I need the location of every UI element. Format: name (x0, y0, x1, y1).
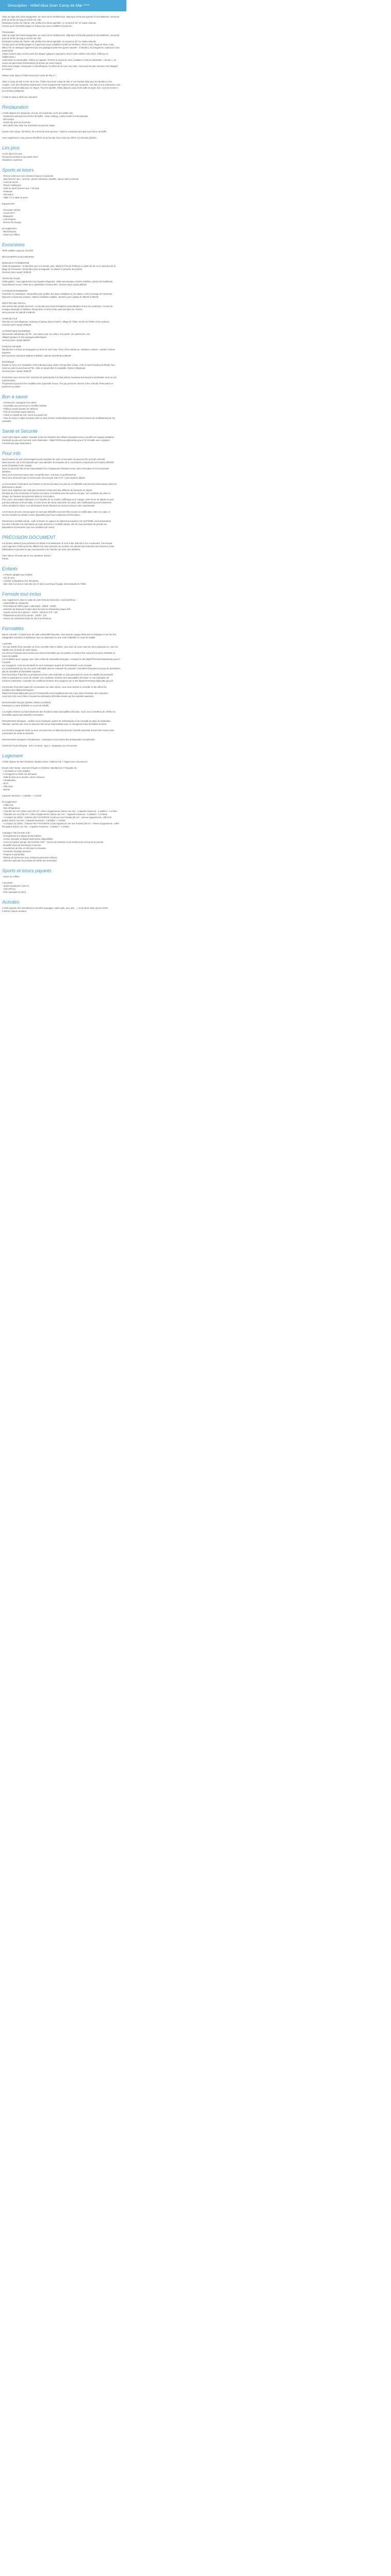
text-line: Les mineurs voyageant seuls ou avec une personne ne disposant pas de l'autorité parentale doivent être munis d'une (2, 729, 115, 732)
text-line: TOUR DE L'ÎLE (2, 317, 18, 320)
text-line: Connue pour ses belles plages et criques aux eaux cristallines (Cales de Mallorca, Porto Cristo, Playa de Muro, Cala (2, 43, 114, 46)
text-line: - Table TV et table de pose (2, 196, 28, 199)
text-line: - Peignoir et pantoufles. (2, 853, 25, 856)
text-line: Conseils par pays destination). (2, 442, 32, 445)
text-line: Votre séjour est avant par le tour opérateur suivant : (2, 554, 52, 557)
text-line: gratuit, balcon vue mer ; Capacité maximum : 2 adultes + 1 enfant. (2, 819, 66, 822)
text-line: musique classique à l'intérieur. Temps libre à Porto Cristo, petit port plein de charme. (2, 308, 83, 311)
section-heading: Activités (2, 900, 20, 905)
text-line: L'hôtel se situe à 30 km de l'aéroport. (2, 96, 38, 98)
text-line: Equipements (2, 202, 15, 205)
text-line: - Climatisation. (2, 779, 17, 782)
text-line: Journée (sans repas) 103EUR (2, 271, 31, 274)
text-line: Journée (sans repas) 105EUR (2, 324, 31, 326)
section-sportspayants (2, 868, 128, 894)
text-line: Randonnée à cheval accompagnée au bord du ranch (Sur Veré). Dîner barbecue, ambiance western, cavalier et show (2, 348, 115, 351)
text-line: RANCHO GRANDE (2, 345, 22, 348)
text-line: Avec supplément, dans le cadre de votre formule tout inclus, vous bénéficiez : (2, 599, 77, 601)
text-line: - Salon de coiffure. (2, 875, 21, 878)
text-line: Les modalités pour voyager avec votre enfant de nationalité étrangère, consulter le site https//XXXXwww.diplomatie.gouv.fr/ Conseils (2, 658, 120, 664)
section-restauration (2, 104, 128, 140)
text-line: Dans tous les cas, il est impératif que vous attendiez la réception de la convocation comprenant les horaires définitifs (2, 461, 114, 464)
section-info (2, 450, 128, 529)
text-line: Tous horaires de vols communiqués avant réception de votre convocation ne peuvent être qu'à titre indicatif. (2, 458, 106, 461)
text-line: Aussi visite incontournable, Palma, la capitale ! Promez le temps de vous y balader et visit sa cathédrale « Sa Seu » un (2, 59, 117, 61)
text-line: Demi-journée (cheval de 95EUR à 96EUR, calèche de 87EUR à 90EUR (2, 354, 71, 357)
text-line: - Assortiment de thés et café dans la chambre. (2, 847, 47, 850)
text-line: - Accessible aux personnes à mobilité réduites. (2, 404, 47, 407)
text-line: Pour votre convocation l'aéroport ou la manière de s'y rendre, l'affichage ou le voyage, votre heure de départ ne peut (2, 498, 114, 501)
section-heading: Santé et Sécurité (2, 429, 38, 434)
text-line: Parcours en train Majorque, tramway et bateau (selon météo). Village de Sóller, terreté de Palmir et fut Cardona. (2, 320, 110, 323)
text-line: Destination prisée de charme, elle profite d'un climat agréable, en moyenne 25° en saison estivale. (2, 22, 97, 24)
section-plus (2, 145, 128, 162)
section-heading: PRÉCISION DOCUMENT (2, 535, 56, 540)
text-line: Accès direct à la mer (2, 152, 23, 155)
text-line: L'hôtel dispose d'1 restaurant, d'1 bar, d'1 snack-bar, et d'1 bar adults only : (2, 112, 74, 114)
section-heading: Bon à savoir (2, 394, 28, 399)
text-line: - Sélection spéciale de produits de toilette (sur demande). (2, 859, 58, 862)
text-line: fort gratuit, balcon vue mer ; Capacité maximum : 2 adultes + 1 enfant. (2, 825, 70, 828)
text-line: - Lit d'appoint ou bébé sur demande. (2, 773, 38, 775)
text-line: formalités auprès des autorités consulaires. (2, 714, 44, 716)
text-line: paiement sur place. (2, 385, 21, 388)
section-heading: Sports et loisirs (2, 167, 34, 173)
text-line: Passeport ou carte d'identité en cours de validité. (2, 704, 50, 707)
section-sports (2, 167, 128, 236)
text-line: Les horaires de vols communiqués ne sont pas définitifs et peuvent être soumis à modification. Dans ce cadre, le (2, 511, 110, 513)
text-line: plage de Formentor. Temps libre pour la baignade, se relaxer et prendre des photos. (2, 268, 83, 270)
text-line: Personnel souriant et aux petits soins (2, 156, 38, 158)
text-line: Visite guidée : vous apprécierez aux façades élégantes, visite panoramique, arrivée à Bellver, piscine fort traditional, (2, 280, 113, 283)
section-formalites (2, 625, 128, 748)
text-line: Nous vous informons que la convocation est envoyée entre 3 et 7 jours avant le départ. (2, 477, 86, 479)
text-line: - Chambre sur mer (selon vue) (35 m²) : même équipements, balcon vue mer ; Capacité maximum : 2 adultes + 1 enfant. (2, 810, 118, 812)
text-line: près de 80 km de long et 110 km de côté. (2, 19, 42, 21)
text-line: Nous vous rappelons que l'aéroport d'arrivée à Paris peut être différent de l'aéroport de départ. (2, 489, 93, 492)
text-line: - Restaurant principal sous forme de buffet : show cooking, cuisine locale et internationale. (2, 115, 89, 117)
text-line: Nous ne pourrons être tenus responsables d'un changement d'horaires entre votre réservation et la convocation (2, 467, 109, 470)
text-line: - Conciergerie. (2, 218, 17, 221)
text-line: - Salon de coiffure. (2, 233, 21, 236)
text-line: couples. Avec des chambres spacieuses et des équipements modernes tels que la piscine, son spa ou son restaurant, vous (2, 83, 121, 86)
text-line: La convocation à l'aéroport, les horaires en heures locales et le plan du vol définitifs vous seront communiqués dans les (2, 483, 117, 485)
text-line: - Arrivée anticipée et départ tardif (selon disponibilité). (2, 838, 54, 840)
text-line: Ressortissants étrangers et binationaux : renseignez-vous auprès des ambassades compétentes. (2, 738, 95, 741)
text-line: Journée (avec repas) 199EUR (2, 370, 31, 372)
text-line: - En cas d'arrêt d'une nouvelle ou d'une nouvelle carte à utiliser, vous avez de vous munir de votre passeport en cours de (2, 646, 118, 648)
text-line: - 1 Piscine adaptée aux enfants (2, 573, 32, 576)
text-line: Millor) l'île se distingue également par ses paysages préservés (parcs naturels : S'Albufera, Sa Dragonera, Cabrera) et son (2, 46, 120, 49)
text-line: charge, les horaires sont précisés dans la convocation. (2, 495, 55, 498)
text-line: https//XXXXwww.diplomatie.gouv.fr (il rassemble et est régulièrement mis à jour selon l'évolution de la situation : (2, 692, 109, 694)
text-line: d'illustration et peuvent ne pas correspondre à la chambre qui vous sera attribuée. (2, 548, 81, 551)
text-line: A proximité : (2, 882, 14, 884)
text-line: Bonne nouvelle : Compte tenu de notre nationalité française, vous pouvez voyager librement en Espagne et sur les îles (2, 633, 116, 636)
section-heading: Enfants (2, 566, 18, 571)
text-line: oeuvre la plus Passé d'étonnantes (et ancien du coeur maure). (2, 62, 62, 64)
text-line: mont sur point le plus haut de l'île. Visite et temps libre à Ciutadella. Retour à Majorque. (2, 367, 86, 369)
text-line: - Petit déjeuner buffet (style continental) : 10h00 - 12h00. (2, 605, 57, 607)
text-line: AUTHENTIQUE MAJORQUE (2, 330, 30, 332)
text-line: - Mini-club 4-12 ans et club ado (13-17 ans) ouverts par l'équipe internationale de l'hôtel. (2, 583, 87, 585)
section-heading: Sports et loisirs payants (2, 868, 52, 873)
text-line: service clientèle se tiendra à votre disposition pour tout complément d'information. (2, 514, 81, 516)
text-line: - Fléchettes (2, 193, 13, 196)
text-line: - Terrain multisports (2, 184, 21, 187)
text-line: - Télévision. (2, 785, 14, 788)
section-toutinclus (2, 591, 128, 620)
text-line: COURANT ÉLECTRIQUE : 220 V et 50Hz. Type F. Adaptateur non nécessaire. (2, 744, 78, 747)
text-line: Déjeuner et boissons incluses. Salons cristallines visibles. Journée (avec repas) de 79EUR à 84EUR (2, 296, 99, 298)
text-line: MAJORQUE (2, 361, 14, 363)
text-line: Travérsée en catamaran. Temps libre pour profiter des eaux cristallines ou se relaxer. Arrêt à la plage de Formentor. (2, 293, 113, 295)
text-line: MARCHÉ ET FORMENTOR (2, 262, 29, 264)
text-line: Passer votre séjour à l'hôtel Alua Gran Camp de Mar 4* ! (2, 74, 57, 77)
text-line: dispositions nécessaires (voir nos conditions de vente). (2, 526, 55, 529)
text-line: - Wi-Fi. (2, 782, 9, 785)
text-line: Demi-journée de 45EUR à 60EUR (2, 311, 35, 314)
text-line: Durant votre séjour, bénéficiez de la formule demi-pension + dans le restaurant principal sous forme de buffet. (2, 130, 107, 133)
text-line: Pendant les vols commande et l'arrivée sur place, le transfert peut être pris en compte ; les conditions de prise en (2, 492, 111, 495)
text-line: - Bouteille d'eau de bienvenue à l'arrivée. (2, 844, 42, 846)
text-line: Durant votre séjour, vous serez logés en chambre standard (2) et l'équipée de : (2, 767, 78, 769)
text-line: - Balcon. (2, 788, 11, 791)
text-line: - A compter du 1/5/25 : chambre MY FAVOURITE CLUB Supérieure vue mer frontale (35 m²) : mêmes équipements, coffre- (2, 822, 120, 825)
text-line: - Snacks au bar de la piscine : 12h30 - 15h30 et 17h - 18h (2, 611, 58, 614)
text-line: d'en être informés à la réservation de toute personne à mobilité réduite, afin de nous permettre de prendre les (2, 523, 107, 526)
text-line: - Lit bébé à disposition (sur demande). (2, 580, 39, 582)
text-line: Pour tout séjour il faut être en possession d'une carte d'identité ou d'un passeport en cours de validité (recommandé : (2, 673, 115, 676)
text-line: - Animaux de compagnie non admis. (2, 401, 37, 404)
text-line: - A compter du 1/5/25 : chambre MY FAVOURITE CLUB vue mer frontale (35 m²) : mêmes équipements, coffre-fort (2, 816, 112, 819)
text-line: Visitez l'arrière-pays et découvrez les villages typiques majorquins, dont le plus célèbre reste Deià, Pollença ou (2, 53, 108, 55)
text-line: - Blanchisserie. (2, 230, 17, 233)
text-line: Capacité maximum : 2 adultes + 1 enfant. (2, 794, 42, 797)
text-line: - Accès Wi-Fi. (2, 212, 15, 214)
text-line: villages typiques et ses paysages pittoresques. (2, 336, 47, 338)
text-line: - Bureau de change. (2, 221, 22, 224)
text-line: - Serviettes de plage premium. (2, 850, 32, 853)
text-line: Destination prisée de charme, elle profite d'un climat agréable, en moyenne 25° en saison estivale. (2, 40, 97, 43)
text-line: pas être antérieur à 6h du matin, et votre heure de retour avant 20h. En outre, des modifications peuvent intervenir (2, 501, 112, 504)
text-line: trouverez l'endroit idéal pour se relaxer. Pour les sportifs, l'hôtel dispose aussi d'une salle de sport, d'un court de tennis et (2, 87, 118, 89)
text-line: VISITE DE PALMA (2, 277, 21, 280)
text-line: à thème chaque semaine. (2, 910, 27, 912)
text-line: En supplément : (2, 227, 18, 230)
text-line: Valldemossa ! (2, 56, 15, 58)
text-line: naturellement la mer. Visite de la cathédrale et temps libre. Journée (sans repas) 55EUR (2, 283, 87, 286)
text-line: - Mini-réfrigérateur. (2, 807, 21, 809)
text-line: - Bagagerie. (2, 215, 14, 217)
text-line: Entre bars à tapas, restaurants et discothèques, les têtes de ses jour ses nuits, c'est aussi les plus animées sont Magaluf (2, 65, 118, 67)
text-line: aux voyageurs. Il est recommandé de vous renseigner auprès de l'ambassade ou du consulat. (2, 664, 92, 667)
text-line: espagnoles (Canaries et Baléares), avec un passeport ou une carte d'identité en cours de validité. (2, 636, 96, 639)
text-line: - Chambre vue mer (35 m²) : même équipements, balcon vue mer ; Capacité maximum : 2 adultes + 2 enfants. (2, 813, 108, 816)
text-line: près de 80 km de long et 110 km de côté. (2, 37, 42, 40)
text-line: - repas buffet au restaurant. (2, 602, 29, 604)
text-line: - Court de tennis (2, 181, 18, 183)
text-line: avant d'organiser votre voyage. (2, 464, 32, 467)
text-line: CNI) ou passeport en cours de validité. Les conditions d'entrée sont susceptibles d'évoluer en cas d'adoption de (2, 676, 109, 679)
text-line: - Taxe de séjour à régler sur place (dès 16 ans) environ 3,30EUR/personne/nuit (sous réserve de modifications par les (2, 417, 115, 419)
text-line: Attention, sachez que nous ne pouvons être tenus responsables pour un changement des formalités d'entrée. (2, 723, 107, 725)
text-line: Avantages "My Favorite club" : (2, 832, 31, 834)
text-line: d'un terrain multisports. (2, 90, 25, 92)
text-line: - 1 lit double ou 2 lits simples. (2, 770, 30, 772)
text-line: Les règles relatives au franchissement des frontières étant susceptibles d'évoluer, nous vous conseillons de vérifier les (2, 710, 116, 713)
text-line: autorités). (2, 420, 12, 422)
text-line: Situé au large des côtes espagnoles, au coeur de la méditerranée, Majorque est la plus grande île des Baléares, mesurant (2, 34, 120, 37)
text-line: afin de connaître les formalités requises. (2, 670, 41, 673)
text-line: - Pétanque (2, 190, 13, 193)
text-line: équestre. (2, 351, 11, 354)
section-precision (2, 534, 128, 561)
text-line: - Piscine extérieure avec chaises longues et parasols. (2, 175, 54, 177)
text-line: Départ en ferry vers Ciutadella. Arrêt à Binibeca puis visite et temps libre à Mao. Arrêt à Cala Fornells puis Monte Toro, (2, 364, 116, 366)
text-line: éventuels qui peuvent survenir votre destination : https//XXXX.www.diplomatie.gouv.fr (Il s'installe avec voyageur, (2, 439, 110, 442)
text-line: ministère des Affaires Étrangères : (2, 689, 35, 691)
text-line: Tarifs valables jusqu'au 31/10/24 (2, 249, 34, 252)
text-line: - Salle de sport (réservé aux + 18 ans). (2, 187, 40, 190)
section-excursions (2, 242, 128, 388)
text-line: - Aire de jeux (2, 577, 15, 579)
text-line: cours de validité. (2, 655, 19, 657)
text-line: Nous vous remercions pour votre compréhension. Voir avec un professionnel. (2, 473, 77, 476)
text-line: - Accès à l'espace lounge "My Favorite Club" : service de boissons et de snacks tout au long de la journée. (2, 841, 104, 843)
text-line: définitive. (2, 470, 11, 473)
section-heading: Logement (2, 753, 23, 758)
text-line: Découverte authentique de l'île : son milieu rural, sa culture, son passé, son patrimoine, ses (2, 333, 90, 335)
text-line: FRAM (2, 557, 8, 560)
text-line: Les photos utilisées pour présenter les hôtels et la destination le sont à titre indicatif et non contractuel. Concernant (2, 542, 112, 545)
text-line: - Golf (700 m). (2, 888, 16, 890)
text-line: Ressortissants étrangers : veuillez vous renseigner auprès de l'ambassade ou du consulat du pays de destination. (2, 720, 111, 722)
text-line: - Coffre-fort. (2, 804, 14, 806)
description-banner: Description - Hôtel Alua Gran Camp de Mar **** (0, 0, 126, 11)
section-heading: Pour info (2, 451, 21, 456)
text-line: Visite de population : temps libre pour vos achats, puis, départ le Port de Pollença, à visiter de 30 mn en direction de la (2, 265, 116, 267)
section-sante (2, 428, 128, 445)
section-heading: Restauration (2, 105, 29, 110)
text-line: - Bar lounge (2, 118, 14, 121)
text-line: - Service de sandwichs froids de 22h à la fermeture. (2, 617, 52, 620)
text-line: Connue pour ses belles plages et criques aux eaux cristallines (Cales de... (2, 25, 74, 27)
section-logement (2, 753, 128, 862)
section-heading: Formule tout inclus (2, 591, 42, 597)
section-enfants (2, 566, 128, 586)
text-line: covid-19) et de vous référer à toutes les indications officielles émises par les autorités sanitaires. (2, 695, 94, 698)
text-line: - Bar Adults Only situé sur la terrasse du premier étage. (2, 124, 56, 127)
text-line: Ressortissants français (adultes, bébés et enfants) : (2, 701, 52, 704)
text-line: délai avant le départ. (2, 486, 22, 488)
text-line: mesures restrictives. Consulter les conditions d'entrée des voyageurs sur le site https//XXXXwww.diplomatie.gouv.fr/ (2, 680, 113, 682)
text-line: autorisation de sortie du territoire. (2, 732, 35, 735)
text-line: Découverte des grottes du Drach, reconnues pour leurs formations extraordinaires et leur lac souterrain. Concert de (2, 305, 113, 308)
text-line: Avec supplément, vous pourrez bénéficier de la formule Tout inclus (se référer à la formule dédiée). (2, 137, 97, 139)
text-line: validité pour la durée de votre séjour. (2, 649, 38, 651)
text-line: Journée (avec repas) 85EUR (2, 339, 30, 342)
text-line: - Sélection de boissons locales dans les bars et restaurants jusqu'à 00h. (2, 608, 71, 611)
text-line: Personnes à mobilité réduite : suite à l'entrée en vigueur du règlement européen CE 1107/2006, nous demandons (2, 520, 111, 522)
text-line: Chambres modernes (2, 159, 23, 161)
text-line: représentant). (2, 379, 16, 382)
text-line: Situé au large des côtes espagnoles, au coeur de la méditerranée, Majorque est la plus grande île des Baléares, mesurant (2, 15, 120, 18)
text-line: - Spa (réservé aux + 16 ans) : piscine intérieure chauffée, sauna, bain à remous (2, 178, 79, 180)
text-line: votre logement, l'hôtel peut être différent de celui présenté sur la photo, les photos des chambres sont données à titre (2, 545, 115, 548)
text-line: - Salle de bain avec douche, sèche-cheveux. (2, 776, 45, 778)
text-line: - Pâtisseries au bar de la piscine : 15h30 - 17h (2, 614, 47, 617)
text-line: - Check-in à partir de 14h, check-out avant 12h. (2, 414, 48, 416)
text-line: Les ressortissants qui ont une autre nationalité doivent contacter les autorités consulaires françaises du pays de destination (2, 667, 121, 670)
text-line: Situé à Camp de Mar à 8 km de la mer, l'Hôtel Alua Gran Camp de Mar 4* est l'endroit idéal pour les familles ou les (2, 80, 112, 83)
section-heading: Formalités (2, 626, 24, 631)
text-line: GROTTES DEL DRACH (2, 302, 26, 304)
text-line: - Snack-bar près de la piscine (2, 121, 31, 124)
text-line: Programmes pouvant être modifiés selon impératifs locaux. Prix par personne donnés à titre indicatif. Réservation et (2, 382, 113, 385)
text-line: authenticité. (2, 49, 14, 52)
text-line: Concernant l'éventuel impact du Coronavirus sur votre séjour, nous vous invitons à consulter le site officiel du (2, 686, 107, 688)
text-line: DÉCOUVERTE & EXCURSIONS (2, 256, 34, 258)
description-content (2, 15, 128, 913)
text-line: CATAMARAN ROBINSON (2, 290, 28, 292)
text-line: - Réception 24h/24. (2, 209, 21, 211)
text-line: - Parc aquatique (14 km). (2, 891, 27, 893)
text-line: Excursions sous réserve d'un minimum de participants à la date prévue (ramassa-servant par le prestataire local ou son (2, 376, 117, 379)
text-line: - Parking couvert payant (10 UR/jour). (2, 408, 39, 410)
text-line: - Enregistrement et départ personnalisés. (2, 835, 42, 837)
section-intro (2, 15, 128, 99)
text-line: En supplément : (2, 801, 18, 803)
text-line: Avant votre départ, veuillez consulter le site du ministère des Affaires étrangères pour connaître les risques sanitaires (2, 436, 115, 438)
text-line: L'hôtel dispose de 606 chambres réparties dans 1 bâtiment de 7 étages avec ascenseurs. (2, 760, 88, 763)
text-line: Les mineurs français sont soumis aux mêmes formalités que les adultes et doivent être munis d'une pièce d'identité en (2, 652, 116, 654)
text-line: - Sports aquatiques (100 m). (2, 885, 30, 887)
text-line: - Prêt de serviettes toutes saisons. (2, 411, 36, 413)
section-bonasavoir (2, 394, 128, 423)
text-line: L'hôtel propose des animations et journées (aquagym, water-polo, jeux quiz, ...) et du sport, ainsi qu'une soirée (2, 907, 108, 909)
text-line: même pendant le séjour. Les informations seront données au niveau local par notre représentant. (2, 504, 95, 507)
text-line: Présentation (2, 31, 14, 33)
section-heading: Les plus (2, 145, 20, 150)
section-activites (2, 899, 128, 913)
text-line: et l'Arenal ! (2, 68, 13, 71)
text-line: - Minibar de bienvenue (eau, boissons gazeuses et bière). (2, 856, 58, 859)
text-line: A NOTER (2, 642, 12, 645)
section-heading: Excursions (2, 242, 25, 247)
